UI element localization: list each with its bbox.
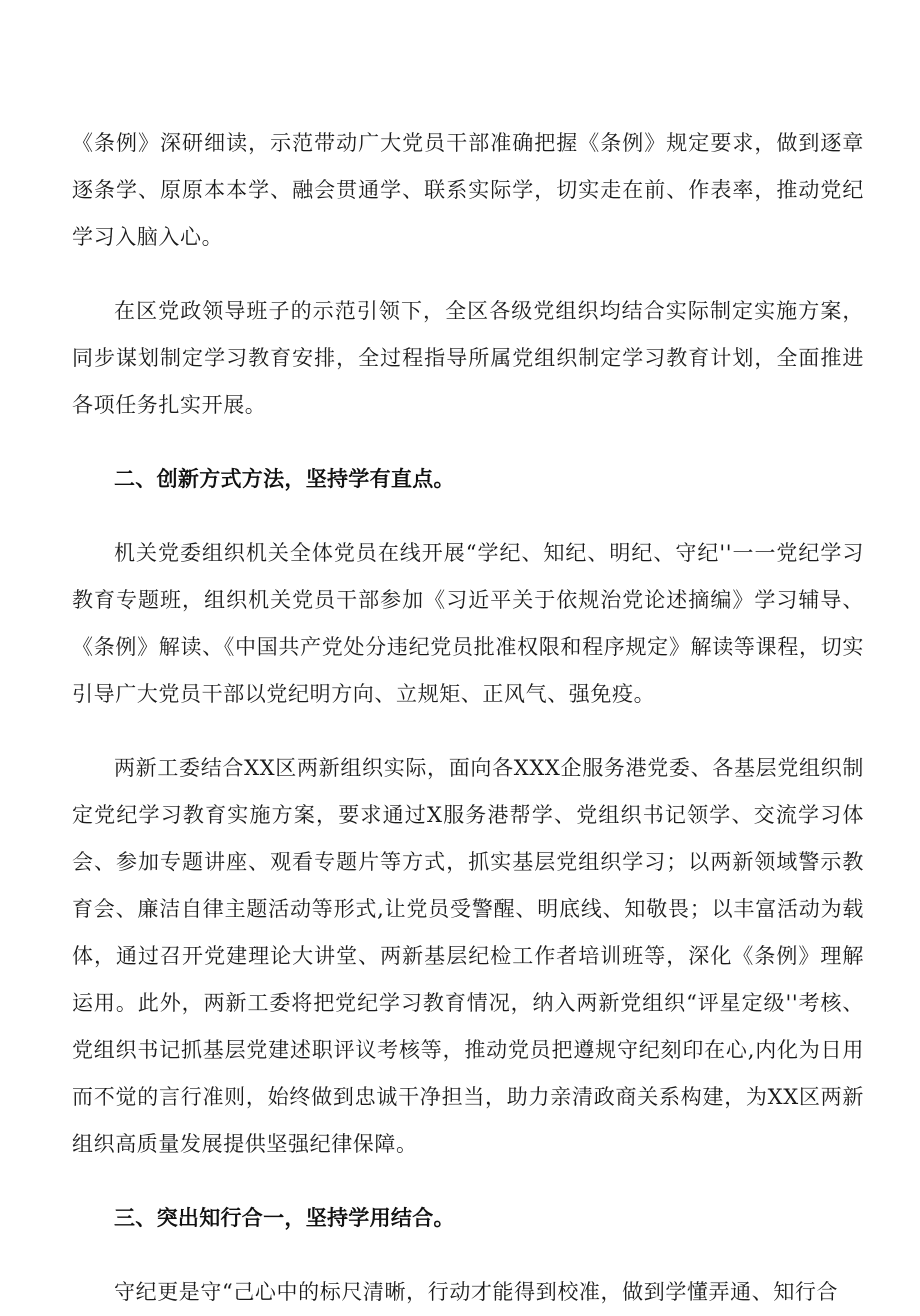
paragraph-gap: [72, 718, 864, 745]
paragraph-gap: [72, 1242, 864, 1269]
paragraph-party-committee: 机关党委组织机关全体党员在线开展“学纪、知纪、明纪、守纪''一一党纪学习教育专题班，组织机关党员干部参加《习近平关于依规治党论述摘编》学习辅导、《条例》解读、《中国共产党处分违纪党员批准权限和程序规定》解读等课程，切实引导广大党员干部以党纪明方向、立规矩、正风气、强免疫。: [72, 541, 864, 706]
paragraph-discipline: 守纪更是守“己心中的标尺清晰，行动才能得到校准，做到学懂弄通、知行合: [114, 1280, 839, 1304]
document-body: [72, 120, 864, 1316]
paragraph-gap: [72, 429, 864, 456]
section-heading-three: 三、突出知行合一，坚持学用结合。: [114, 1206, 455, 1230]
paragraph-gap: [72, 503, 864, 530]
paragraph-gap: [72, 261, 864, 288]
paragraph-continuation: 《条例》深研细读，示范带动广大党员干部准确把握《条例》规定要求，做到逐章逐条学、原原本本学、融会贯通学、联系实际学，切实走在前、作表率，推动党纪学习入脑入心。: [72, 131, 864, 249]
paragraph-demonstration: 在区党政领导班子的示范引领下，全区各级党组织均结合实际制定实施方案，同步谋划制定学习教育安排，全过程指导所属党组织制定学习教育计划，全面推进各项任务扎实开展。: [72, 299, 864, 417]
section-heading-two: 二、创新方式方法，坚持学有直点。: [114, 467, 455, 491]
paragraph-gap: [72, 1168, 864, 1195]
paragraph-two-new-committee: 两新工委结合XX区两新组织实际，面向各XXX企服务港党委、各基层党组织制定党纪学习教育实施方案，要求通过X服务港帮学、党组织书记领学、交流学习体会、参加专题讲座、观看专题片等方式，抓实基层党组织学习；以两新领域警示教育会、廉洁自律主题活动等形式,让党员受警醒、明底线、知敬畏；以丰富活动为载体，通过召开党建理论大讲堂、两新基层纪检工作者培训班等，深化《条例》理解运用。此外，两新工委将把党纪学习教育情况，纳入两新党组织“评星定级''考核、党组织书记抓基层党建述职评议考核等，推动党员把遵规守纪刻印在心,内化为日用而不觉的言行准则，始终做到忠诚干净担当，助力亲清政商关系构建，为XX区两新组织高质量发展提供坚强纪律保障。: [72, 756, 864, 1156]
